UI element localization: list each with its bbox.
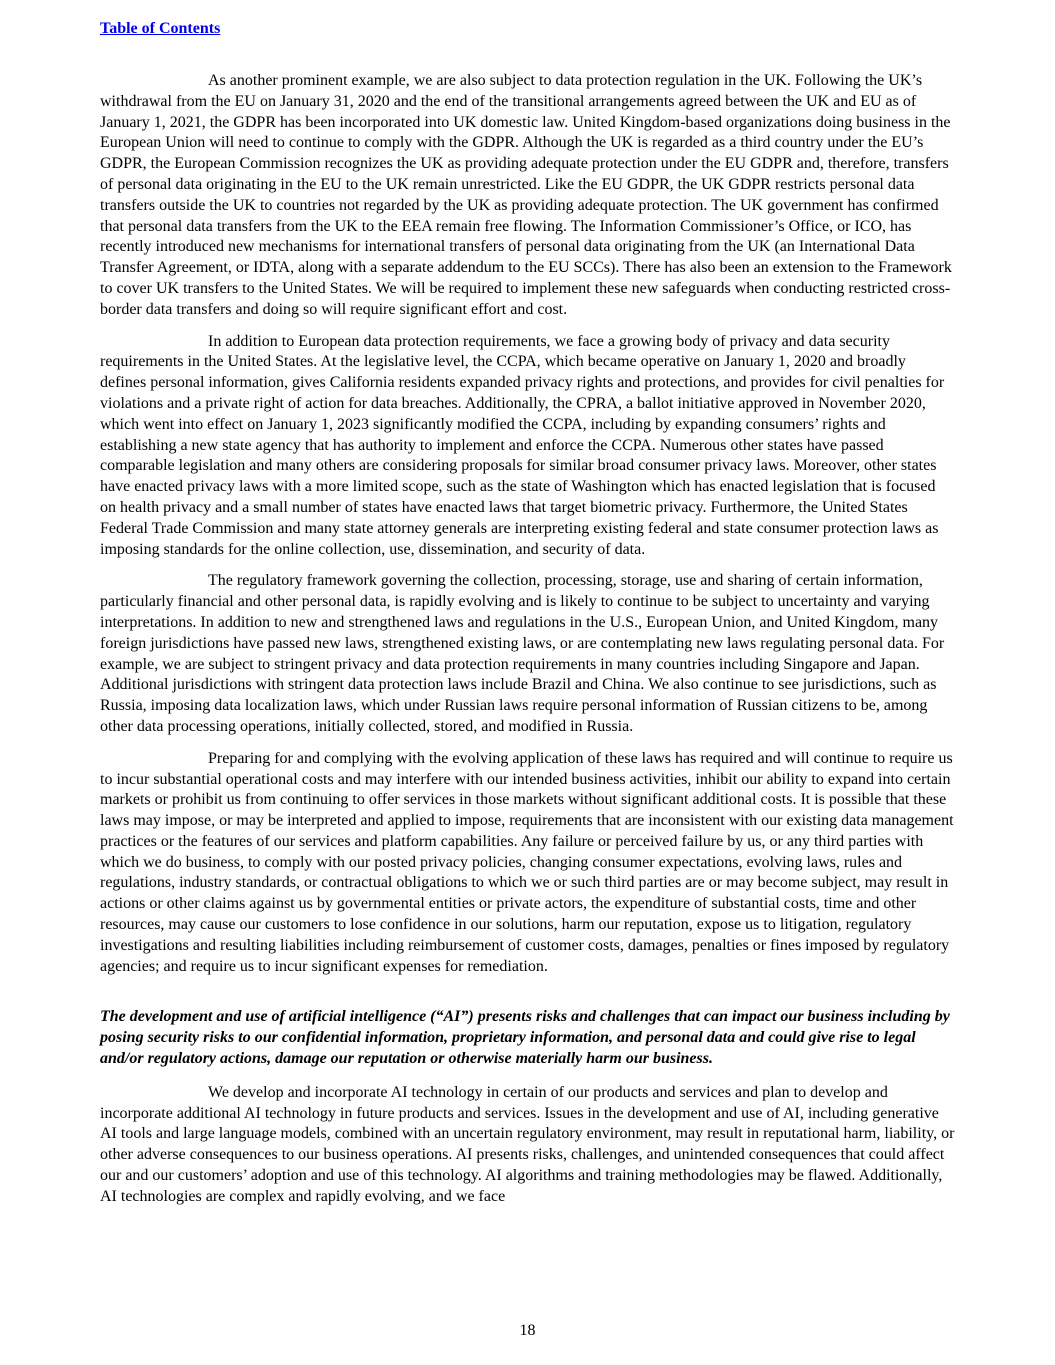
paragraph-us-privacy-requirements: In addition to European data protection requirements, we face a growing body of privacy and data security requirements in the United States. At the legislative level, the CCPA, which became operative on January 1, 2020 and broadly defines personal information, gives California residents expanded privacy rights and protections, and provides for civil penalties for violations and a private right of action for data breaches. Additionally, the CPRA, a ballot initiative approved in November 2020, which went into effect on January 1, 2023 significantly modified the CCPA, including by expanding consumers’ rights and establishing a new state agency that has authority to implement and enforce the CCPA. Numerous other states have passed comparable legislation and many others are considering proposals for similar broad consumer privacy laws. Moreover, other states have enacted privacy laws with a more limited scope, such as the state of Washington which has enacted legislation that is focused on health privacy and a small number of states have enacted laws that target biometric privacy. Furthermore, the United States Federal Trade Commission and many state attorney generals are interpreting existing federal and state consumer protection laws as imposing standards for the online collection, use, dissemination, and security of data. [100, 332, 945, 558]
ai-risk-heading: The development and use of artificial intelligence (“AI”) presents risks and challenges that can impact our business including by posing security risks to our confidential information, proprietary information, and personal data and could give rise to legal and/or regulatory actions, damage our reputation or otherwise materially harm our business. [100, 1008, 950, 1068]
paragraph-ai-technology: We develop and incorporate AI technology in certain of our products and services and plan to develop and incorporate additional AI technology in future products and services. Issues in the development and use of AI, including generative AI tools and large language models, combined with an uncertain regulatory environment, may result in reputational harm, liability, or other adverse consequences to our business operations. AI presents risks, challenges, and unintended consequences that could affect our and our customers’ adoption and use of this technology. AI algorithms and training methodologies may be flawed. Additionally, AI technologies are complex and rapidly evolving, and we face [100, 1083, 955, 1205]
paragraph-compliance-costs: Preparing for and complying with the evolving application of these laws has required and will continue to require us to incur substantial operational costs and may interfere with our intended business activities, inhibit our ability to expand into certain markets or prohibit us from continuing to offer services in those markets without significant additional costs. It is possible that these laws may impose, or may be interpreted and applied to impose, requirements that are inconsistent with our existing data management practices or the features of our services and platform capabilities. Any failure or perceived failure by us, or any third parties with which we do business, to comply with our posted privacy policies, changing consumer expectations, evolving laws, rules and regulations, industry standards, or contractual obligations to which we or such third parties are or may become subject, may result in actions or other claims against us by governmental entities or private actors, the expenditure of substantial costs, time and other resources, may cause our customers to lose confidence in our solutions, harm our reputation, expose us to litigation, regulatory investigations and resulting liabilities including reimbursement of customer costs, damages, penalties or fines imposed by regulatory agencies; and require us to incur significant expenses for remediation. [100, 749, 954, 975]
table-of-contents-link[interactable]: Table of Contents [100, 20, 221, 37]
document-body [100, 71, 955, 1208]
page-footer [0, 1322, 1055, 1340]
paragraph-uk-data-protection: As another prominent example, we are also subject to data protection regulation in the UK. Following the UK’s withdrawal from the EU on January 31, 2020 and the end of the transitional arrangements agreed between the UK and EU as of January 1, 2021, the GDPR has been incorporated into UK domestic law. United Kingdom-based organizations doing business in the European Union will need to continue to comply with the GDPR. Although the UK is regarded as a third country under the EU’s GDPR, the European Commission recognizes the UK as providing adequate protection under the EU GDPR and, therefore, transfers of personal data originating in the EU to the UK remain unrestricted. Like the EU GDPR, the UK GDPR restricts personal data transfers outside the UK to countries not regarded by the UK as providing adequate protection. The UK government has confirmed that personal data transfers from the UK to the EEA remain free flowing. The Information Commissioner’s Office, or ICO, has recently introduced new mechanisms for international transfers of personal data originating from the UK (an International Data Transfer Agreement, or IDTA, along with a separate addendum to the EU SCCs). There has also been an extension to the Framework to cover UK transfers to the United States. We will be required to implement these new safeguards when conducting restricted cross-border data transfers and doing so will require significant effort and cost. [100, 72, 952, 318]
page-number: 18 [519, 1322, 536, 1339]
paragraph-regulatory-framework: The regulatory framework governing the collection, processing, storage, use and sharing of certain information, particularly financial and other personal data, is rapidly evolving and is likely to continue to be subject to uncertainty and varying interpretations. In addition to new and strengthened laws and regulations in the U.S., European Union, and United Kingdom, many foreign jurisdictions have passed new laws, strengthened existing laws, or are contemplating new laws regulating personal data. For example, we are subject to stringent privacy and data protection requirements in many countries including Singapore and Japan. Additional jurisdictions with stringent data protection laws include Brazil and China. We also continue to see jurisdictions, such as Russia, imposing data localization laws, which under Russian laws require personal information of Russian citizens to be, among other data processing operations, initially collected, stored, and modified in Russia. [100, 572, 945, 735]
